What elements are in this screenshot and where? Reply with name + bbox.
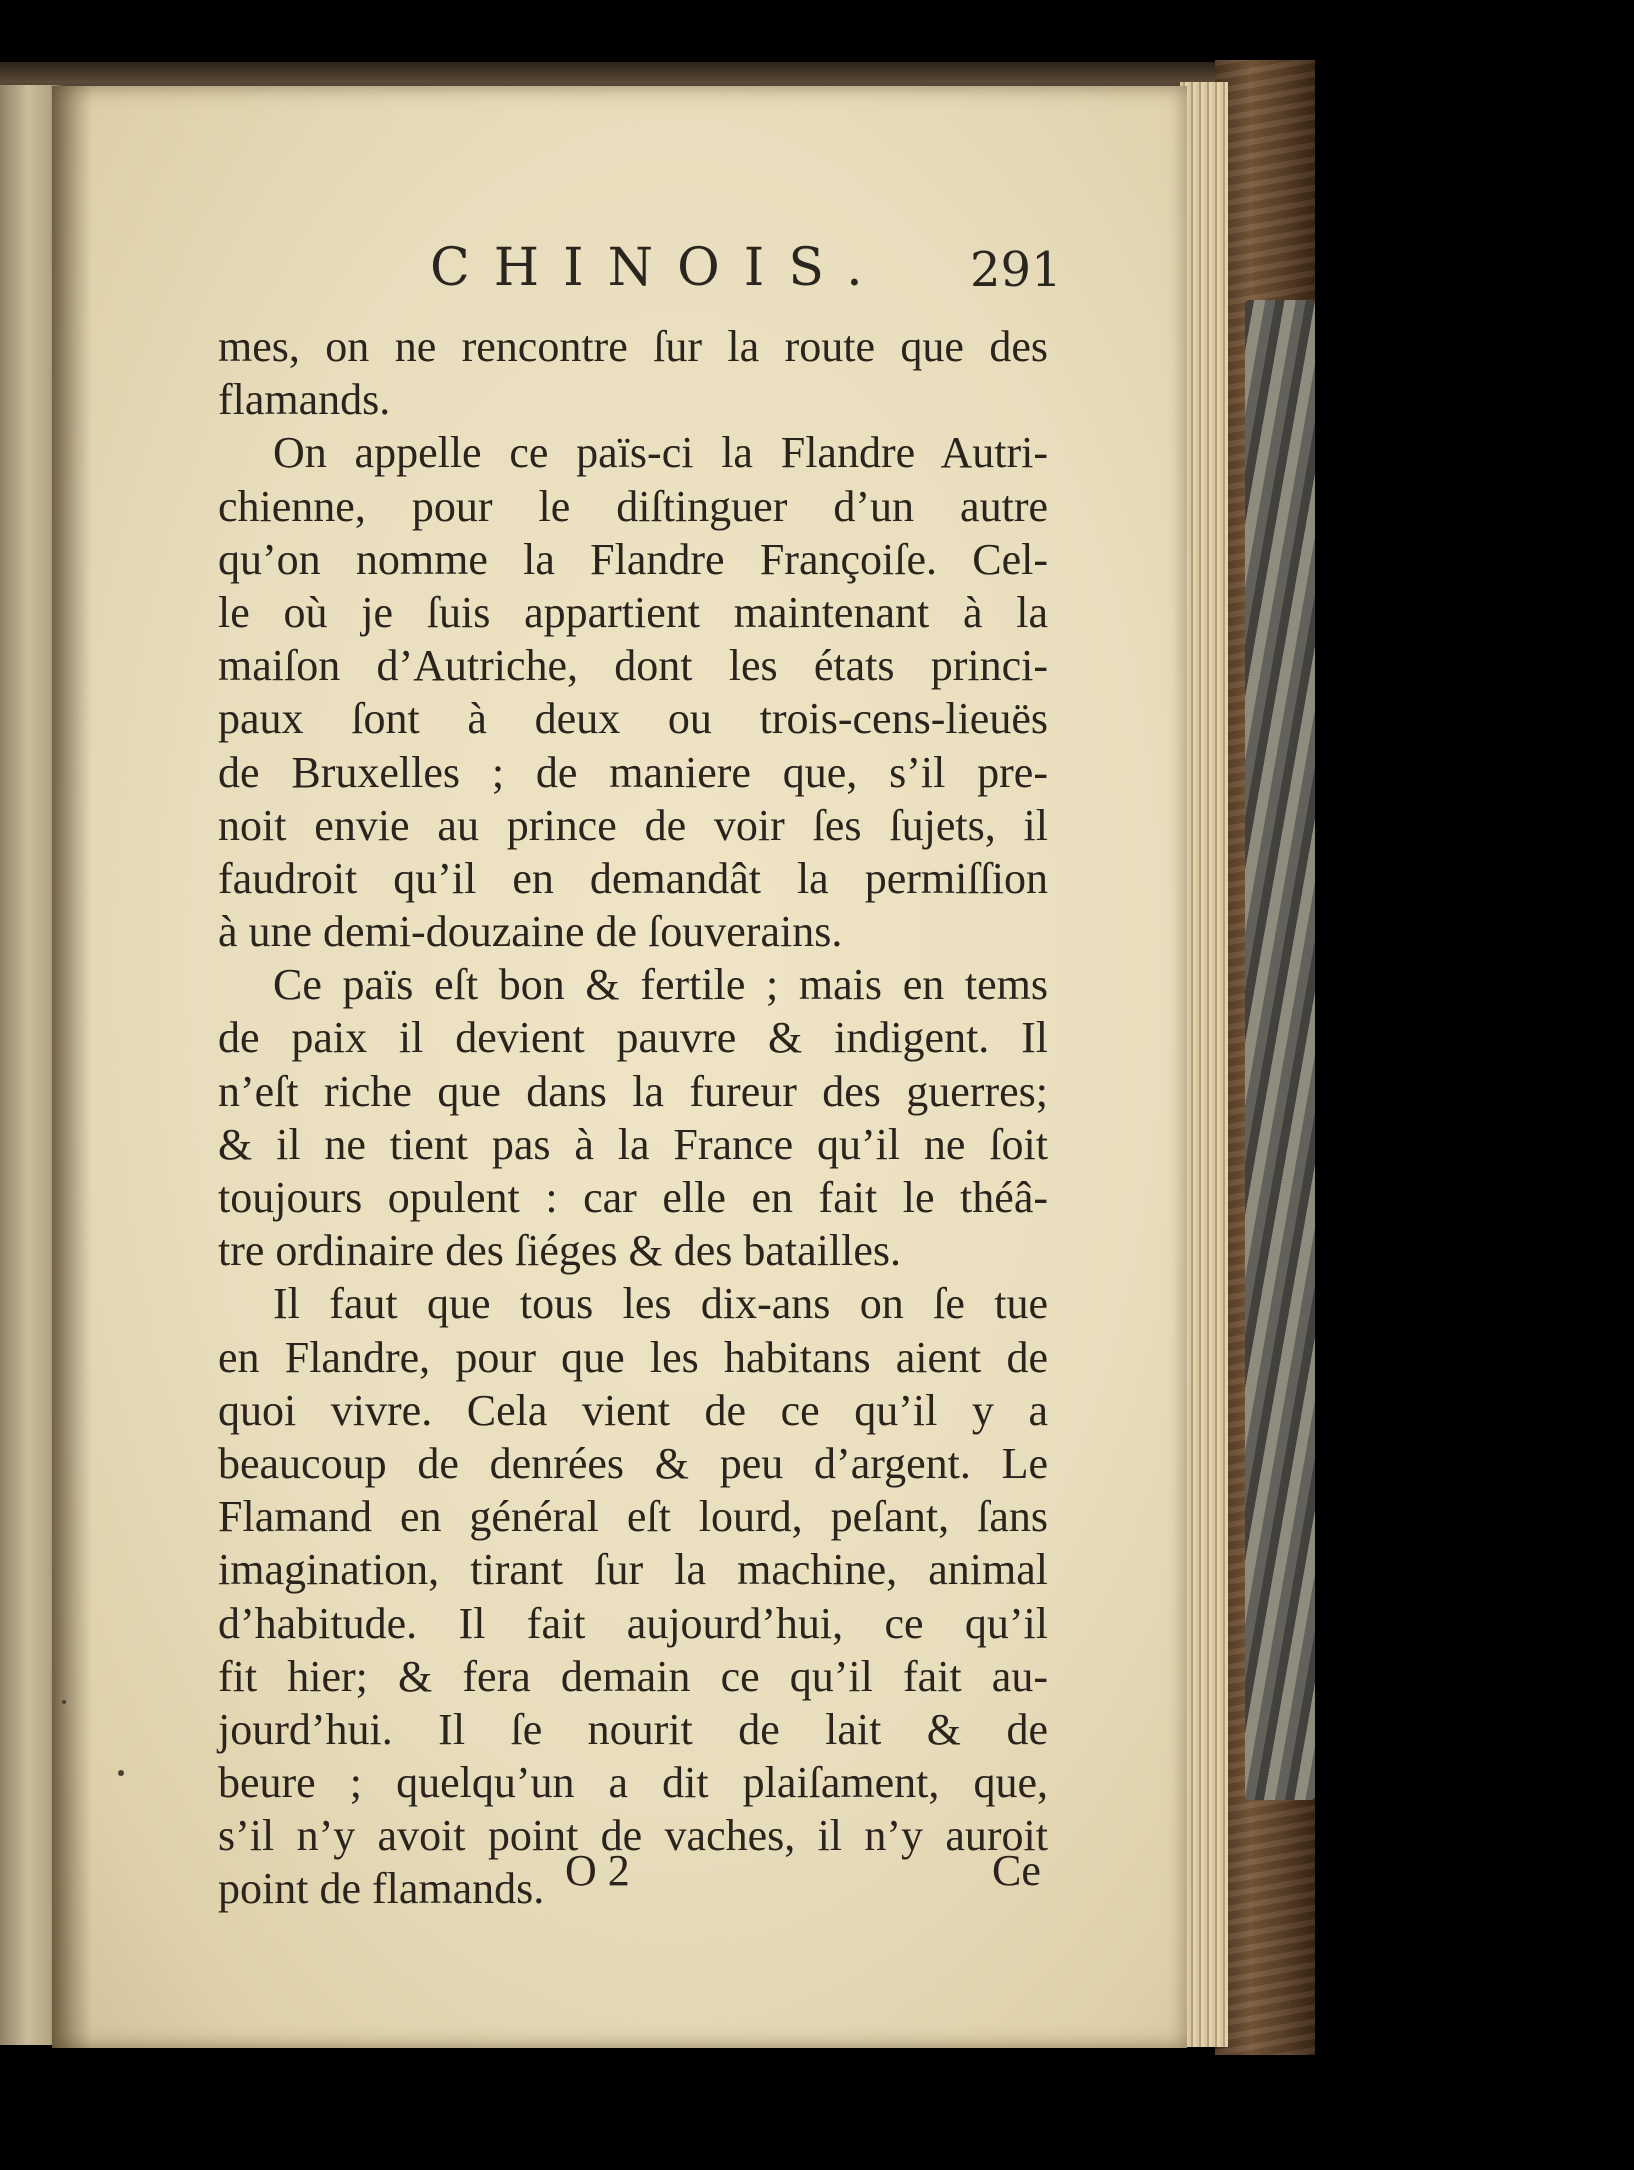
text-line: mes, on ne rencontre ſur la route que des (218, 322, 1048, 371)
text-line: Flamand en général eſt lourd, peſant, ſans (218, 1492, 1048, 1542)
text-line: de paix il devient pauvre & indigent. Il (218, 1013, 1048, 1063)
signature-mark: O 2 (565, 1846, 630, 1895)
text-line: beaucoup de denrées & peu d’argent. Le (218, 1438, 1048, 1488)
running-title: CHINOIS. (430, 238, 887, 298)
text-line: le où je ſuis appartient maintenant à la (218, 587, 1048, 637)
text-line: qu’on nomme la Flandre Françoiſe. Cel- (218, 534, 1048, 584)
text-line: d’habitude. Il fait aujourd’hui, ce qu’il (218, 1598, 1048, 1648)
text-line: jourd’hui. Il ſe nourit de lait & de (218, 1704, 1048, 1754)
gutter-shadow (52, 86, 92, 2048)
text-line: n’eſt riche que dans la fureur des guerres; (218, 1066, 1048, 1116)
text-line: toujours opulent : car elle en fait le théâ- (218, 1173, 1048, 1222)
text-line: maiſon d’Autriche, dont les états princi- (218, 641, 1048, 691)
ink-speck (118, 1770, 124, 1776)
text-line: en Flandre, pour que les habitans aient de (218, 1332, 1048, 1382)
text-line: noit envie au prince de voir ſes ſujets, il (218, 800, 1048, 850)
ink-speck (62, 1700, 66, 1704)
body-text (218, 320, 1048, 1916)
text-line: point de flamands. (218, 1864, 545, 1914)
page-block-edges (1180, 82, 1228, 2047)
text-line: fit hier; & fera demain ce qu’il fait au- (218, 1651, 1048, 1701)
text-line: On appelle ce païs-ci la Flandre Autri- (273, 428, 1048, 478)
text-line: s’il n’y avoit point de vaches, il n’y auroit (218, 1811, 1048, 1861)
text-line: faudroit qu’il en demandât la permiſſion (218, 853, 1048, 903)
text-line: Il faut que tous les dix-ans on ſe tue (273, 1279, 1048, 1329)
text-line: imagination, tirant ſur la machine, animal (218, 1545, 1048, 1595)
text-line: tre ordinaire des ſiéges & des batailles. (218, 1226, 901, 1276)
page-number: 291 (970, 242, 1062, 298)
text-line: & il ne tient pas à la France qu’il ne ſoit (218, 1119, 1048, 1169)
text-line: à une demi-douzaine de ſouverains. (218, 907, 843, 957)
text-line: de Bruxelles ; de maniere que, s’il pre- (218, 747, 1048, 797)
text-line: Ce païs eſt bon & fertile ; mais en tems (273, 960, 1048, 1010)
text-line: paux ſont à deux ou trois-cens-lieuës (218, 694, 1048, 744)
text-line: beure ; quelqu’un a dit plaiſament, que, (218, 1758, 1048, 1808)
text-line: flamands. (218, 375, 391, 425)
catchword: Ce (992, 1846, 1041, 1895)
text-line: chienne, pour le diſtinguer d’un autre (218, 481, 1048, 531)
marbled-endpaper (1245, 300, 1315, 1800)
text-line: quoi vivre. Cela vient de ce qu’il y a (218, 1385, 1048, 1435)
